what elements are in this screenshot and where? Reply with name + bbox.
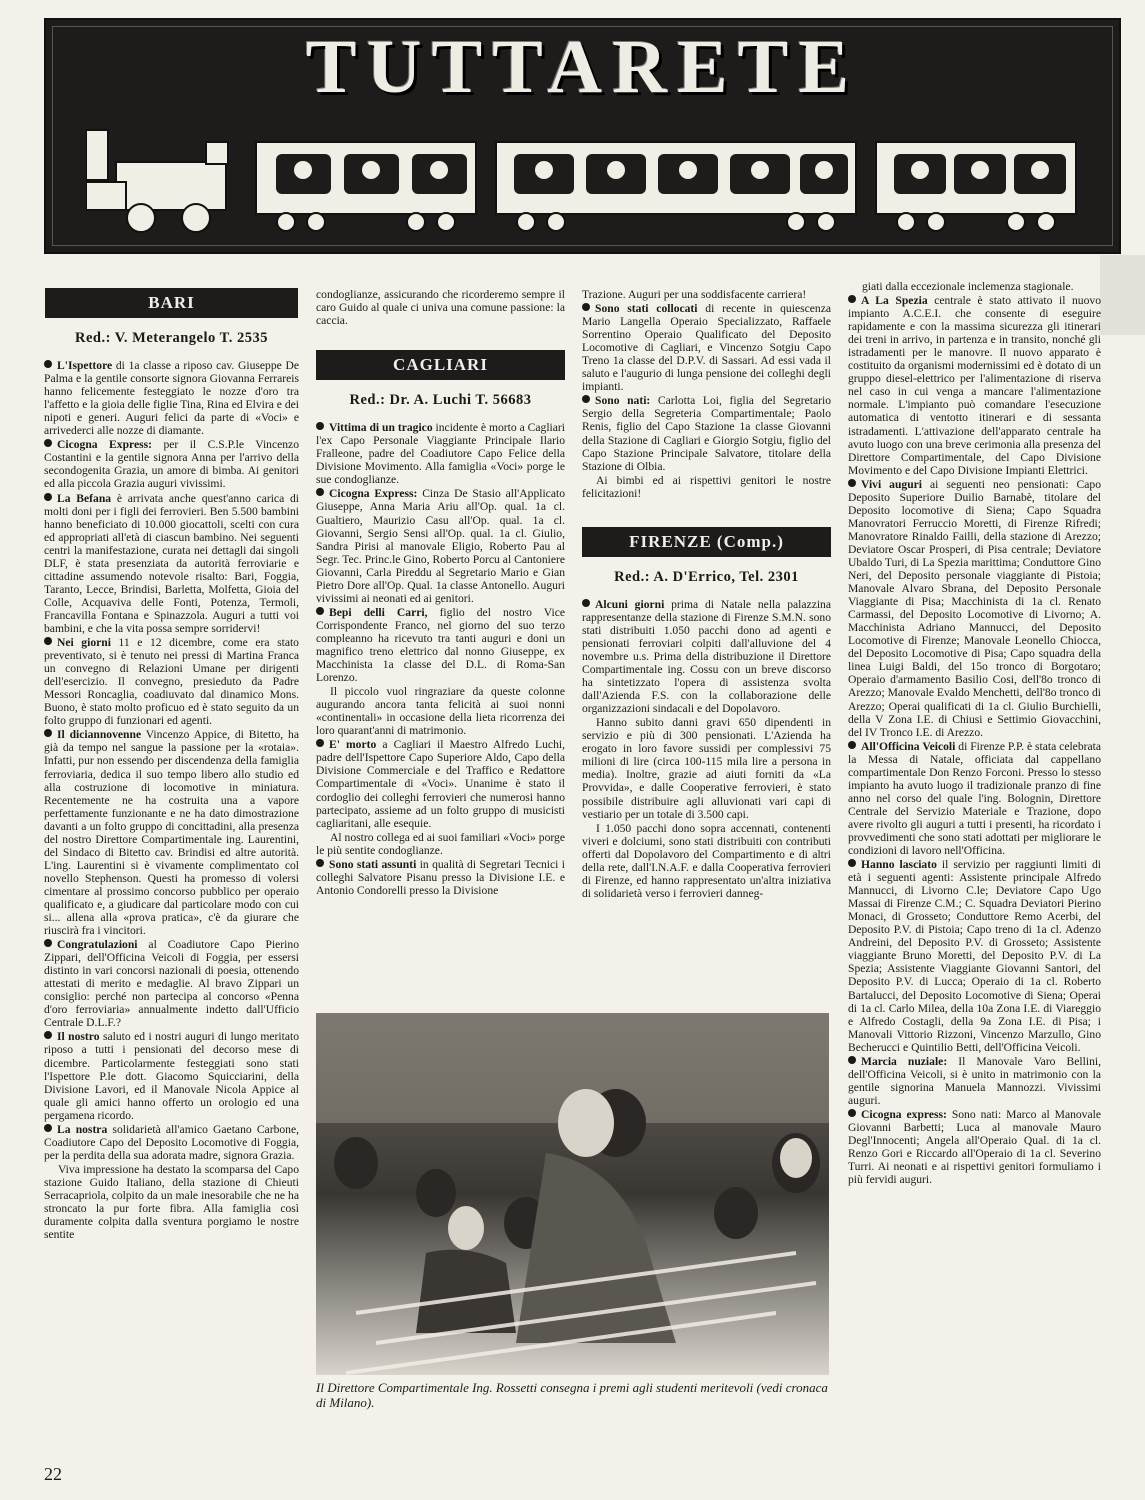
news-item xyxy=(44,1163,299,1241)
column-cagliari xyxy=(316,288,565,898)
news-item xyxy=(582,474,831,500)
bullet-icon xyxy=(582,395,590,403)
news-item-lead: Marcia nuziale: xyxy=(861,1054,948,1068)
news-item xyxy=(582,394,831,472)
news-item-lead: Sono stati assunti xyxy=(329,857,417,871)
news-item xyxy=(44,359,299,437)
cagliari-continued-text: condoglianze, assicurando che ricorderemo sempre il caro Guido al quale ci univa una comune passione: la caccia. xyxy=(316,288,565,328)
train-illustration xyxy=(86,120,1086,242)
masthead-banner xyxy=(44,18,1121,254)
news-item xyxy=(44,938,299,1029)
news-item-text: Il piccolo vuol ringraziare da queste colonne augurando ancora tanta felicità ai suoi nonni «continentali» in occasione della lieta ricorrenza dei loro quarant'anni di matrimonio. xyxy=(316,685,565,738)
news-item xyxy=(316,858,565,897)
news-item xyxy=(848,294,1101,477)
col3-continued-text: Trazione. Auguri per una soddisfacente carriera! xyxy=(582,288,807,301)
news-item-text: a Cagliari il Maestro Alfredo Luchi, padre dell'Ispettore Capo Superiore Aldo, Capo della Divisione Commerciale e del Traffico e Redattore Compartimentale di «Voci». Unanime è stato il cordoglio dei colleghi ferrovieri che numerosi hanno partecipato, assieme ad un folto gruppo di musicisti cagliaritani, alle esequie. xyxy=(316,738,565,830)
news-item-text: è arrivata anche quest'anno carica di molti doni per i figli dei ferrovieri. Ben 5.500 bambini hanno beneficiato di 10.000 giocattoli, scelti con cura ed appropriati all'età di ciascun bambino. Nei seguenti centri la manifestazione, curata nei dettagli dai singoli DLF, è stata presenziata da autorità ferroviarie e cittadine assumendo notevole risalto: Bari, Foggia, Taranto, Lecce, Brindisi, Barletta, Molfetta, Gioia del Colle, Acquaviva delle Fonti, Potenza, Termoli, Francavilla Fontana e Spinazzola. Auguri a tutti voi bambini, e che la vita possa sempre sorridervi! xyxy=(44,491,299,635)
news-item-lead: Il diciannovenne xyxy=(57,728,142,742)
news-item-lead: Sono nati: xyxy=(595,394,651,408)
news-item xyxy=(316,421,565,486)
page-number: 22 xyxy=(44,1464,62,1484)
news-item-lead: Alcuni giorni xyxy=(595,597,665,611)
photo-caption: Il Direttore Compartimentale Ing. Rossetti consegna i premi agli studenti meritevoli (vedi cronaca di Milano). xyxy=(316,1380,828,1410)
bullet-icon xyxy=(582,303,590,311)
bullet-icon xyxy=(316,488,324,496)
news-item xyxy=(848,1055,1101,1107)
news-item-lead: L'Ispettore xyxy=(57,359,113,373)
news-item-lead: Cicogna Express: xyxy=(57,438,152,452)
news-item-lead: La Befana xyxy=(57,491,112,505)
bullet-icon xyxy=(44,637,52,645)
news-item-text: al Coadiutore Capo Pierino Zippari, dell'Officina Veicoli di Foggia, per essersi distinto in vari concorsi nazionali di poesia, ottenendo attestati di merito e medaglie. Al bravo Zippari un consiglio: perché non partecipa al concorso «Penna d'oro ferroviaria» annualmente indetto dall'Ufficio Centrale D.L.F.? xyxy=(44,938,299,1030)
section-heading-cagliari: CAGLIARI xyxy=(316,350,565,380)
col3-items xyxy=(582,302,831,500)
bullet-icon xyxy=(582,599,590,607)
news-item-text: saluto ed i nostri auguri di lungo meritato riposo a tutti i pensionati del decorso mese di dicembre. Particolarmente festeggiati sono stati l'Ispettore P.le dott. Giacomo Squicciarini, della Divisione Lavori, ed il Manovale Nicola Appice al quale gli amici hanno offerto un orologio ed una pergamena ricordo. xyxy=(44,1030,299,1122)
news-item-text: Cinza De Stasio all'Applicato Giuseppe, Anna Maria Ariu all'Op. qual. 1a cl. Gualtiero, Maurizio Casu all'Op. qual. 1a cl. Giovanni, Sergio Sensi all'Op. qual. 1a cl. Giulio, Sandra Pirisi al manovale Eligio, Roberto Pau al Segr. Tec. Princ.le Gino, Roberto Porcu al Cantoniere Giovanni, Carla Pireddu al Segretario Mario e Gian Pietro Dore all'Op. Qual. 1a classe Antonello. Auguri vivissimi ai neonati ed ai genitori. xyxy=(316,487,565,605)
news-item-text: di recente in quiescenza Mario Langella Operaio Specializzato, Raffaele Sorrentino Operaio Qualificato del Deposito Locomotive di Cagliari, e Vincenzo Sotgiu Capo Treno 1a classe del D.P.V. di Sassari. Ad essi vada il saluto e l'augurio di lunga pensione dei colleghi degli impianti. xyxy=(582,302,831,394)
news-item-lead: E' morto xyxy=(329,738,377,752)
news-item-text: centrale è stato attivato il nuovo impianto A.C.E.I. che consente di eseguire rapidamente e con la massima sicurezza gli itinerari dei treni in arrivo, in partenza e in transito, nonché gli istradamenti per le manovre. Il nuovo apparato è costituito da organismi modernissimi ed è dotato di un gruppo diesel-elettrico per l'alimentazione di riserva nel caso in cui venga a mancare l'alimentazione normale. L'impianto può comandare l'esecuzione automatica di ventotto itinerari e di sessanta istradamenti. L'attivazione dell'apparato centrale ha avuto luogo con una breve cerimonia alla presenza del Direttore Compartimentale, del Capo Divisione Movimento e del Capo Divisione Impianti Elettrici. xyxy=(848,294,1101,477)
news-item-text: per il C.S.P.le Vincenzo Costantini e la gentile signora Anna per l'arrivo della secondogenita Grazia, un amore di bimba. Ai genitori ed alla piccola Grazia auguri vivissimi. xyxy=(44,438,299,491)
news-item-text: Carlotta Loi, figlia del Segretario Sergio della Segreteria Compartimentale; Paolo Renis, figlio del Capo Stazione 1a classe Giovanni della Stazione di Cagliari e Giorgio Sotgiu, figlio del Capo Stazione Principale Salvatore, titolare della Stazione di Olbia. xyxy=(582,394,831,473)
news-item-lead: Sono stati collocati xyxy=(595,302,698,316)
news-item-text: di Firenze P.P. è stata celebrata la Messa di Natale, officiata dal cappellano compartimentale Don Renzo Forconi. Presso lo stesso impianto ha avuto luogo il tradizionale pranzo di fine anno nel corso del quale l'ing. Bolognin, Direttore Centrale del Servizio Materiale e Trazione, dopo avere rivolto gli auguri a tutti i presenti, ha ricordato i provvedimenti che sono stati adottati per migliorare le condizioni di lavoro nell'Officina. xyxy=(848,739,1101,858)
news-item xyxy=(44,636,299,727)
cagliari-editor: Red.: Dr. A. Luchi T. 56683 xyxy=(349,392,532,409)
news-item xyxy=(44,438,299,490)
bullet-icon xyxy=(44,493,52,501)
bullet-icon xyxy=(848,295,856,303)
column-firenze-continued xyxy=(848,280,1101,1187)
news-item xyxy=(582,302,831,393)
news-item xyxy=(44,492,299,636)
news-item-lead: Cicogna express: xyxy=(861,1107,947,1121)
bullet-icon xyxy=(316,422,324,430)
bullet-icon xyxy=(848,859,856,867)
news-item-lead: Bepi delli Carri, xyxy=(329,605,428,619)
bullet-icon xyxy=(316,739,324,747)
news-item-text: in qualità di Segretari Tecnici i colleghi Salvatore Pisanu presso la Divisione I.E. e Antonio Condorelli presso la Divisione xyxy=(316,857,565,897)
side-margin-shade xyxy=(1100,255,1145,335)
news-item xyxy=(848,1108,1101,1186)
news-item xyxy=(582,598,831,715)
news-item xyxy=(44,1030,299,1121)
news-item-text: Vincenzo Appice, di Bitetto, ha già da tempo nel sangue la passione per la «rotaia». Infatti, pur non essendo per discendenza della famiglia ferroviaria, dedica il suo tempo libero allo studio ed alla costruzione di locomotive in miniatura. Recentemente ne ha costruita una a vapore perfettamente funzionante e ne ha dato dimostrazione davanti a un folto gruppo di concittadini, alla presenza del nostro Direttore Compartimentale ing. Laurentini, del Sindaco di Bitetto cav. Brindisi ed altre autorità. L'ing. Laurentini si è vivamente complimentato col novello Stephenson. Questi ha promesso di volersi cimentare al prossimo concorso pubblico per operaio qualificato e, a giudicare dal particolare modo con cui si... allena alla «prova pratica», c'è da giurare che riuscirà fra i vincitori. xyxy=(44,728,299,938)
bullet-icon xyxy=(44,439,52,447)
news-item-text: prima di Natale nella palazzina rappresentanze della stazione di Firenze S.M.N. sono stati distribuiti 1.050 pacchi dono ad agenti e pensionati ferroviari colpiti dall'alluvione del 4 novembre u.s. Prima della distribuzione il Direttore Compartimentale ing. Cossu con un breve discorso ha sintetizzato l'opera di assistenza svolta dall'Azienda F.S. con la collaborazione delle organizzazioni sindacali e del Dopolavoro. xyxy=(582,597,831,716)
news-item xyxy=(848,280,1101,293)
firenze-editor: Red.: A. D'Errico, Tel. 2301 xyxy=(614,568,799,585)
news-item xyxy=(316,487,565,604)
col4-items xyxy=(848,280,1101,1186)
news-item-lead: Hanno lasciato xyxy=(861,858,937,872)
news-item-lead: Il nostro xyxy=(57,1030,100,1044)
news-item-lead: Vivi auguri xyxy=(861,477,923,491)
bullet-icon xyxy=(44,1031,52,1039)
news-item xyxy=(316,738,565,829)
cagliari-items xyxy=(316,421,565,897)
news-item-lead: A La Spezia xyxy=(861,294,928,308)
news-item-lead: Nei giorni xyxy=(57,636,111,650)
news-item-text: il servizio per raggiunti limiti di età i seguenti agenti: Assistente principale Alfredo Mannucci, di Livorno C.le; Deviatore Capo Ugo Massai di Firenze C.M.; C. Squadra Deviatori Pierino Monaci, di Grosseto; Conduttore Remo Acerbi, del Deposito P.V. di Pistoia; Capo treno di 1a cl. Adenzo Andreini, del Deposito P.V. di Grosseto; Assistente viaggiante Bruno Moretti, del Deposito P.V. di La Spezia; Assistente Viaggiante Giovanni Santori, del Deposito P.V. di Lucca; Operaio di 1a cl. Roberto Bartalucci, del Deposito Locomotive di Siena; Operai di 1a cl. Carlo Milea, della 10a Zona I.E. di Viareggio e Alfredo Costagli, della 9a Zona I.E. di Pisa; i Manovali Vittorio Rizzoni, Vincenzo Marzullo, Gino Becherucci e Quintilio Betti, dell'Officina Veicoli. xyxy=(848,858,1101,1054)
news-item-lead: La nostra xyxy=(57,1122,108,1136)
masthead-title: TUTTARETE xyxy=(305,25,860,109)
bullet-icon xyxy=(848,1056,856,1064)
bullet-icon xyxy=(848,1109,856,1117)
news-item-text: giati dalla eccezionale inclemenza stagionale. xyxy=(862,280,1074,293)
news-item-text: Il Manovale Varo Bellini, dell'Officina Veicoli, si è unito in matrimonio con la gentile signorina Manuela Mannozzi. Vivissimi auguri. xyxy=(848,1054,1101,1107)
column-bari xyxy=(44,288,299,1242)
award-ceremony-photo xyxy=(316,1013,829,1375)
bullet-icon xyxy=(44,1124,52,1132)
news-item-lead: Cicogna Express: xyxy=(329,487,418,501)
news-item-text: Hanno subito danni gravi 650 dipendenti in servizio e più di 300 pensionati. L'Azienda ha erogato in loro favore sussidi per complessivi 75 milioni di lire (circa 100-115 mila lire a persona in media). Inoltre, grazie ad aiuti forniti da «La Provvida», e dalle Cooperative ferrovieri, è stato possibile distribuire agli alluvionati vari capi di vestiario per un totale di 3.500 capi. xyxy=(582,716,831,821)
section-heading-bari: BARI xyxy=(45,288,298,318)
news-item xyxy=(848,478,1101,739)
news-item-text: ai seguenti neo pensionati: Capo Deposito Superiore Duilio Barnabè, titolare del Deposito locomotive di Siena; Capo Squadra Manovratori Ferruccio Moretti, di Firenze Rifredi; Manovratore Rinaldo Failli, della stazione di Arezzo; Deviatore Oscar Prosperi, di Pisa centrale; Deviatore Ubaldo Turi, di La Spezia marittima; Conduttore Gino Neri, del Deposito personale viaggiante di Pistoia; Manovale Alvaro Sbrana, del Deposito Personale Viaggiante di Pisa; Macchinista di 1a cl. Renato Carmassi, del Deposito Locomotive di Livorno; A. Macchinista Adriano Mannucci, del Deposito Locomotive di Firenze; Manovale Leonello Chiocca, del Deposito Locomotive di Pisa; Capo squadra della linea Luigi Baldi, del 15o tronco di Borgotaro; Operaio d'armamento Basilio Cosi, dell'8o tronco di Arezzo; Manovale Evaldo Menchetti, dell'8o tronco di Arezzo; Operai qualificati di 1a cl. Giulio Burchielli, della V Zona I.E. di Chiusi e Settimio Giovacchini, del IV Tronco I.E. di Arezzo. xyxy=(848,477,1101,739)
news-item xyxy=(316,606,565,684)
news-item-text: Sono nati: Marco al Manovale Giovanni Barbetti; Luca al manovale Mauro Degl'Innocenti; Angela all'Operaio Qual. di 1a cl. Renzo Gori e Riccardo all'Operaio di 1a cl. Severino Turri. Ai neonati e ai rispettivi genitori formuliamo i più fervidi auguri. xyxy=(848,1107,1101,1187)
news-item xyxy=(44,1123,299,1162)
news-item-lead: All'Officina Veicoli xyxy=(861,739,956,753)
news-item-text: Ai bimbi ed ai rispettivi genitori le nostre felicitazioni! xyxy=(582,473,831,500)
bullet-icon xyxy=(316,607,324,615)
bullet-icon xyxy=(44,360,52,368)
news-item xyxy=(44,728,299,937)
bullet-icon xyxy=(316,859,324,867)
news-item-text: Viva impressione ha destato la scomparsa del Capo stazione Guido Italiano, della stazione di Chieuti Serracapriola, colpito da un male inesorabile che ne ha stroncato la pur forte fibra. Alla famiglia così duramente colpita dalla sventura porgiamo le nostre sentite xyxy=(44,1162,299,1242)
bullet-icon xyxy=(848,741,856,749)
column-firenze xyxy=(582,288,831,901)
firenze-items xyxy=(582,598,831,900)
news-item-lead: Vittima di un tragico xyxy=(329,421,433,435)
bullet-icon xyxy=(848,479,856,487)
news-item xyxy=(582,822,831,900)
news-item-text: I 1.050 pacchi dono sopra accennati, contenenti viveri e dolciumi, sono stati distribuiti con contributi offerti dal Dopolavoro del Compartimento e di altri della rete, dall'I.N.A.F. e dalla Cooperativa ferrovieri di Firenze, ed hanno rappresentato un'altra iniziativa di solidarietà verso i ferrovieri danneg- xyxy=(582,821,831,900)
news-item xyxy=(316,831,565,857)
bari-editor: Red.: V. Meterangelo T. 2535 xyxy=(75,330,268,346)
news-item-lead: Congratulazioni xyxy=(57,938,138,952)
news-item xyxy=(582,716,831,820)
news-item xyxy=(848,740,1101,857)
news-item xyxy=(316,685,565,737)
bullet-icon xyxy=(44,729,52,737)
section-heading-firenze: FIRENZE (Comp.) xyxy=(582,527,831,557)
news-item-text: solidarietà all'amico Gaetano Carbone, Coadiutore Capo del Deposito Locomotive di Foggia, per la perdita della sua adorata madre, signora Grazia. xyxy=(44,1122,300,1162)
news-item xyxy=(848,858,1101,1054)
news-item-text: di 1a classe a riposo cav. Giuseppe De Palma e la gentile consorte signora Giovanna Ferrareis hanno felicemente festeggiato le nozze d'oro tra l'affetto e la gioia delle figlie Tina, Rina ed Elvira e dei nipoti e generi. Auguri felici da parte di «Voci» e arrivederci alle nozze di diamante. xyxy=(44,359,299,438)
news-item-text: Al nostro collega ed ai suoi familiari «Voci» porge le più sentite condoglianze. xyxy=(316,830,565,857)
news-item-text: incidente è morto a Cagliari l'ex Capo Personale Viaggiante Principale Ilario Fralleone, padre del Coadiutore Capo Felice della Divisione Movimento. Alla famiglia «Voci» porge le sue condoglianze. xyxy=(316,421,565,487)
news-item-text: figlio del nostro Vice Corrispondente Franco, nel giorno del suo terzo compleanno ha ricevuto tra tanti auguri e doni un magnifico treno elettrico dal nonno Giuseppe, ex Macchinista 1a classe del D.L. di Roma-San Lorenzo. xyxy=(316,605,566,685)
news-item-text: 11 e 12 dicembre, come era stato preventivato, si è tenuto nei pressi di Martina Franca un convegno di Relazioni Umane per dirigenti dell'esercizio. Il convegno, presieduto da Padre Messori Roncaglia, coadiuvato dal dinamico Mons. Buono, è stato molto proficuo ed è stato seguito da un folto gruppo di funzionari ed agenti. xyxy=(44,636,299,728)
bullet-icon xyxy=(44,939,52,947)
bari-items xyxy=(44,359,299,1241)
